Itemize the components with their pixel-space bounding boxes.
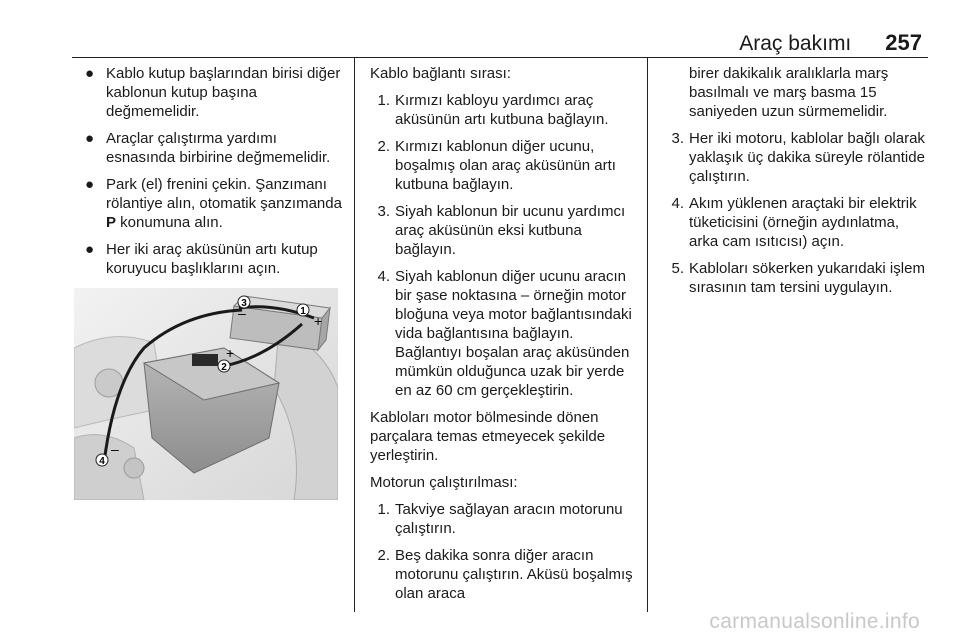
bullet-icon: ● xyxy=(85,65,95,82)
step-item: 2. Kırmızı kablonun diğer ucunu, boşalmış olan araç aküsünün artı kutbuna bağlayın. xyxy=(377,138,616,193)
figure-plus-2: + xyxy=(226,345,235,361)
column-2 xyxy=(370,64,640,611)
figure-minus-2: – xyxy=(111,441,119,457)
figure-label-3: 3 xyxy=(241,298,247,309)
engine-start-steps-continued xyxy=(664,129,928,297)
engine-bay-illustration xyxy=(74,288,338,500)
gear-position-p: P xyxy=(106,214,117,231)
bullet-icon: ● xyxy=(85,130,95,147)
step-item: 4. Siyah kablonun diğer ucunu aracın bir şase noktasına – örneğin motor bloğuna veya motor bağlantısındaki vida bağlantısına bağlayın. Bağlantıyı boşalan araç aküsünden mümkün olduğunca uzak bir yerde en az 60 cm gerçekleştirin. xyxy=(377,268,632,399)
bullet-icon: ● xyxy=(85,241,95,258)
bullet-item: ● Kablo kutup başlarından birisi diğer kablonun kutup başına değmemelidir. xyxy=(85,65,341,120)
bullet-item: ● Araçlar çalıştırma yardımı esnasında birbirine değmemelidir. xyxy=(85,130,331,166)
column-3 xyxy=(664,64,928,305)
step-item: 1. Kırmızı kabloyu yardımcı araç aküsünün artı kutbuna bağlayın. xyxy=(377,92,609,128)
battery-connection-figure xyxy=(74,288,338,500)
bullet-item: ● Park (el) frenini çekin. Şanzımanı rölantiye alın, otomatik şanzımanda P konumuna alın. xyxy=(85,176,342,231)
precaution-list xyxy=(72,64,348,278)
step-item: 2. Beş dakika sonra diğer aracın motorunu çalıştırın. Aküsü boşalmış olan araca xyxy=(377,547,633,602)
page-header xyxy=(739,26,922,56)
step-item: 1. Takviye sağlayan aracın motorunu çalıştırın. xyxy=(377,501,623,537)
bullet-icon: ● xyxy=(85,176,95,193)
routing-note: Kabloları motor bölmesinde dönen parçalara temas etmeyecek şekilde yerleştirin. xyxy=(370,409,606,464)
chapter-title: Araç bakımı xyxy=(739,32,852,55)
step-item: 3. Her iki motoru, kablolar bağlı olarak yaklaşık üç dakika süreyle rölantide çalıştırın. xyxy=(671,130,925,185)
engine-start-title: Motorun çalıştırılması: xyxy=(370,474,518,491)
watermark: carmanualsonline.info xyxy=(709,610,920,633)
column-divider-1 xyxy=(354,57,355,612)
column-1 xyxy=(72,64,348,286)
step-item: 3. Siyah kablonun bir ucunu yardımcı araç aküsünün eksi kutbuna bağlayın. xyxy=(377,203,626,258)
figure-plus-1: + xyxy=(314,313,323,329)
header-rule xyxy=(72,57,928,58)
step-item: 5. Kabloları sökerken yukarıdaki işlem sırasının tam tersini uygulayın. xyxy=(671,260,925,296)
connection-steps xyxy=(370,91,640,400)
figure-label-2: 2 xyxy=(221,362,227,373)
figure-minus-1: – xyxy=(238,305,246,321)
figure-label-4: 4 xyxy=(99,456,105,467)
column-divider-2 xyxy=(647,57,648,612)
step-item: 4. Akım yüklenen araçtaki bir elektrik tüketicisini (örneğin aydınlatma, arka cam ısıtıcısı) açın. xyxy=(671,195,917,250)
engine-start-steps xyxy=(370,500,640,603)
page-number: 257 xyxy=(885,30,922,55)
continuation-text: birer dakikalık aralıklarla marş basılmalı ve marş basma 15 saniyeden uzun sürmemelidir. xyxy=(689,65,889,120)
figure-label-1: 1 xyxy=(300,306,306,317)
connection-sequence-title: Kablo bağlantı sırası: xyxy=(370,65,511,82)
bullet-item: ● Her iki araç aküsünün artı kutup koruyucu başlıklarını açın. xyxy=(85,241,318,277)
